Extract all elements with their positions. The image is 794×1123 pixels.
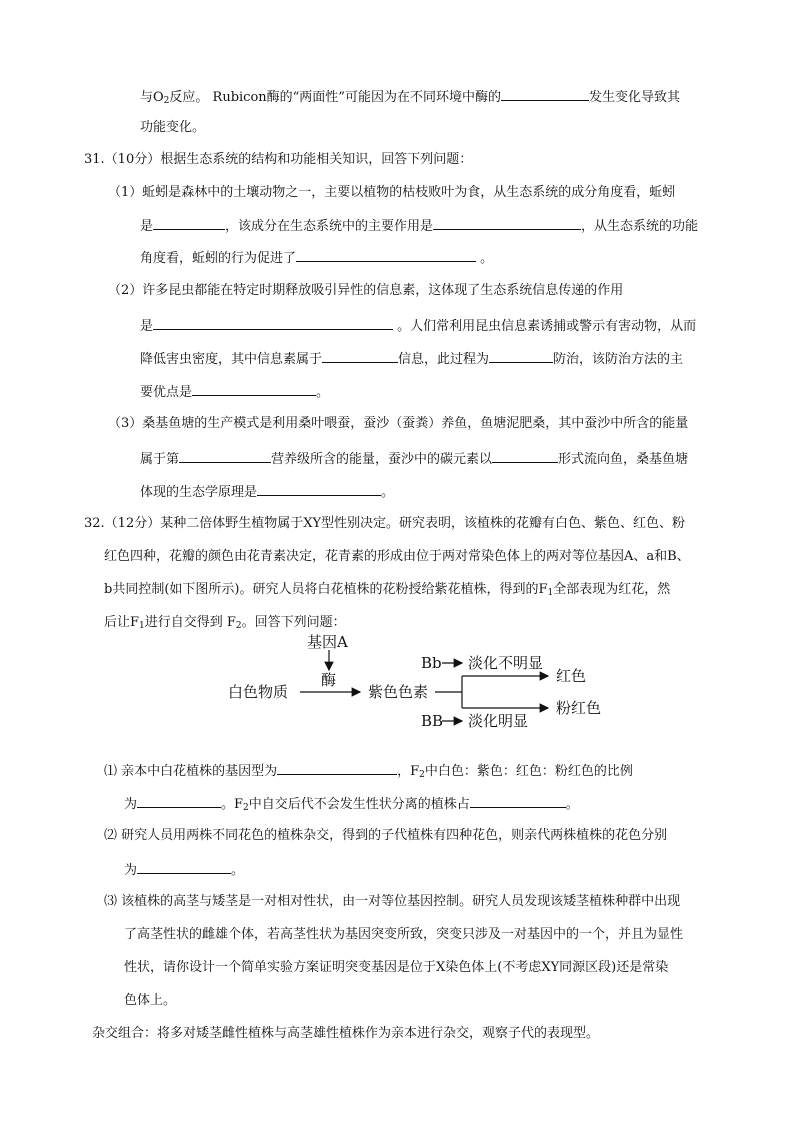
q32-s2-line-1: ⑵ 研究人员用两株不同花色的植株杂交，得到的子代植株有四种花色，则亲代两株植株的花色分别: [104, 828, 668, 843]
text: 营养级所含的能量，蚕沙中的碳元素以: [271, 452, 493, 467]
answer-blank[interactable]: [137, 859, 231, 874]
q32-s1-line-1: [104, 760, 633, 785]
text: ⑴ 亲本中白花植株的基因型为: [104, 764, 278, 779]
cross-combination: 杂交组合：将多对矮茎雌性植株与高茎雄性植株作为亲本进行杂交，观察子代的表现型。: [92, 1026, 600, 1041]
answer-blank[interactable]: [470, 793, 566, 808]
purple-pigment-label: 紫色色素: [368, 683, 429, 701]
pink-label: 粉红色: [556, 699, 602, 717]
text: 反应。 Rubicon酶的“两面性”可能因为在不同环境中酶的: [169, 90, 501, 105]
answer-blank[interactable]: [277, 760, 397, 775]
q31-p3-line-1: （3）桑基鱼塘的生产模式是利用桑叶喂蚕，蚕沙（蚕粪）养鱼，鱼塘泥肥桑，其中蚕沙中所含的能量: [108, 416, 689, 431]
q32-s2-line-2: [124, 859, 244, 881]
text: 是: [140, 219, 154, 234]
intro-line-2: 功能变化。: [140, 120, 206, 135]
gene-a-label: 基因A: [307, 633, 348, 651]
subscript: 2: [235, 621, 242, 631]
text: 降低害虫密度，其中信息素属于: [140, 352, 323, 367]
subscript: 2: [163, 96, 170, 106]
red-label: 红色: [556, 667, 587, 685]
text: 。: [381, 485, 395, 500]
bb-small-effect: 淡化不明显: [468, 654, 544, 672]
answer-blank[interactable]: [137, 793, 221, 808]
text: 要优点是: [140, 385, 193, 400]
question-32-line-2: 红色四种，花瓣的颜色由花青素决定，花青素的形成由位于两对常染色体上的两对等位基因A、a和B、: [104, 549, 690, 564]
text: 中白色：紫色：红色：粉红色的比例: [424, 764, 633, 779]
q31-p1-line-1: （1）蚯蚓是森林中的土壤动物之一，主要以植物的枯枝败叶为食，从生态系统的成分角度看，蚯蚓: [108, 185, 676, 200]
q32-s3-line-2: 了高茎性状的雌雄个体，若高茎性状为基因突变所致，突变只涉及一对基因中的一个，并且为显性: [124, 927, 684, 942]
text: 是: [140, 319, 154, 334]
bb-small-label: Bb: [421, 654, 442, 672]
text: 属于第: [140, 452, 180, 467]
subscript: 1: [547, 588, 554, 598]
text: 。人们常利用昆虫信息素诱捕或警示有害动物，从而: [393, 319, 697, 334]
question-31-header: 31.（10分）根据生态系统的结构和功能相关知识，回答下列问题：: [84, 152, 473, 167]
q32-s3-line-3: 性状，请你设计一个简单实验方案证明突变基因是位于X染色体上(不考虑XY同源区段)还是常染: [124, 960, 669, 975]
text: 为: [124, 797, 138, 812]
question-32-line-1: 32.（12分）某种二倍体野生植物属于XY型性别决定。研究表明，该植株的花瓣有白色、紫色、红色、粉: [84, 516, 686, 531]
text: 角度看，蚯蚓的行为促进了: [140, 251, 297, 266]
text: 。: [316, 385, 330, 400]
text: ，F: [397, 764, 420, 779]
q32-s3-line-4: 色体上。: [124, 993, 177, 1008]
text: 。: [476, 251, 494, 266]
text: 防治，该防治方法的主: [553, 352, 684, 367]
text: ，该成分在生态系统中的主要作用是: [225, 219, 434, 234]
text: 后让F: [104, 615, 140, 630]
text: 进行自交得到 F: [144, 615, 236, 630]
text: 发生变化导致其: [588, 90, 680, 105]
text: 全部表现为红花，然: [553, 582, 671, 597]
text: b共同控制(如下图所示)。研究人员将白花植株的花粉授给紫花植株，得到的F: [104, 582, 548, 597]
text: 为: [124, 863, 138, 878]
text: 体现的生态学原理是: [140, 485, 258, 500]
subscript: 1: [139, 621, 145, 631]
text: 形式流向鱼，桑基鱼塘: [558, 452, 689, 467]
text: 中自交后代不会发生性状分离的植株占: [248, 797, 470, 812]
q32-s1-line-2: [124, 793, 579, 818]
subscript: 2: [419, 770, 425, 780]
bb-big-effect: 淡化明显: [468, 712, 529, 730]
subscript: 2: [243, 803, 249, 813]
text: 信息，此过程为: [398, 352, 490, 367]
text: 与O: [140, 90, 164, 105]
q31-p2-line-1: （2）许多昆虫都能在特定时期释放吸引异性的信息素，这体现了生态系统信息传递的作用: [108, 283, 624, 298]
text: ，从生态系统的功能: [581, 219, 699, 234]
text: 。F: [221, 797, 244, 812]
bb-big-label: BB: [421, 712, 444, 730]
q32-s3-line-1: ⑶ 该植株的高茎与矮茎是一对相对性状，由一对等位基因控制。研究人员发现该矮茎植株种群中出现: [104, 894, 681, 909]
text: 。: [231, 863, 245, 878]
text: 。: [565, 797, 579, 812]
white-substance-label: 白色物质: [228, 683, 289, 701]
enzyme-label: 酶: [321, 671, 337, 689]
text: 。回答下列问题：: [241, 615, 346, 630]
